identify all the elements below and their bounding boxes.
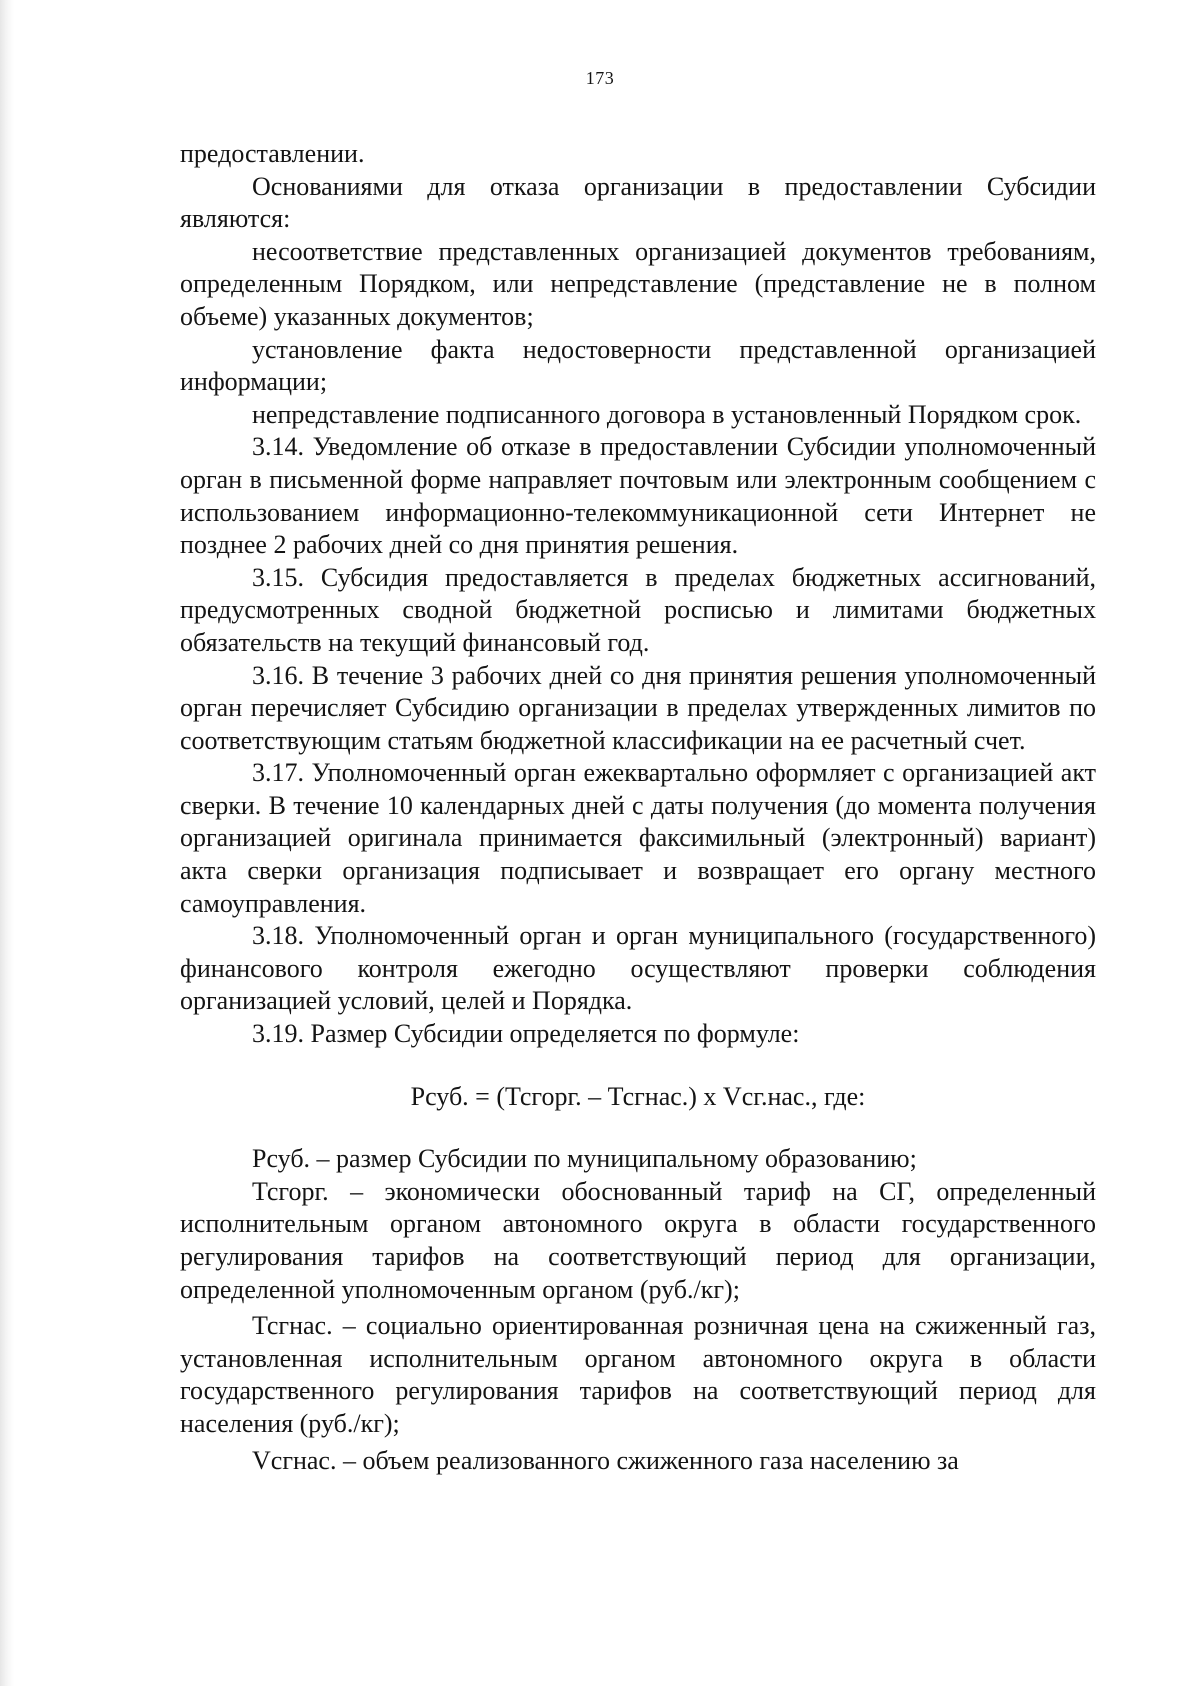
paragraph: несоответствие представленных организацией документов требованиям, определенным Порядком, или непредставление (представление не в полном объеме) указанных документов; [180, 236, 1096, 331]
page-number: 173 [585, 68, 615, 88]
paragraph: Основаниями для отказа организации в предоставлении Субсидии являются: [180, 171, 1096, 234]
clause-3-16: 3.16. В течение 3 рабочих дней со дня принятия решения уполномоченный орган перечисляет Субсидию организации в пределах утвержденных лимитов по соответствующим статьям бюджетной классификации на ее расчетный счет. [180, 660, 1096, 755]
paragraph: установление факта недостоверности представленной организацией информации; [180, 334, 1096, 397]
clause-3-17: 3.17. Уполномоченный орган ежеквартально оформляет с организацией акт сверки. В течение 10 календарных дней с даты получения (до момента получения организацией оригинала принимается факсимильный (электронный) вариант) акта сверки организация подписывает и возвращает его органу местного самоуправления. [180, 758, 1096, 918]
subsidy-formula: Рсуб. = (Тсгорг. – Тсгнас.) х Vсг.нас., где: [410, 1081, 866, 1111]
definition-rsub: Рсуб. – размер Субсидии по муниципальному образованию; [252, 1144, 917, 1174]
clause-3-18: 3.18. Уполномоченный орган и орган муниципального (государственного) финансового контроля ежегодно осуществляют проверки соблюдения организацией условий, целей и Порядка. [180, 921, 1096, 1016]
paragraph: непредставление подписанного договора в установленный Порядком срок. [252, 399, 1082, 429]
clause-3-14: 3.14. Уведомление об отказе в предоставлении Субсидии уполномоченный орган в письменной форме направляет почтовым или электронным сообщением с использованием информационно-телекоммуникационной сети Интернет не позднее 2 рабочих дней со дня принятия решения. [180, 432, 1096, 560]
document-body [180, 138, 1096, 1477]
definition-tsgorg: Тсгорг. – экономически обоснованный тариф на СГ, определенный исполнительным органом автономного округа в области государственного регулирования тарифов на соответствующий период для организации, определенной уполномоченным органом (руб./кг); [180, 1176, 1096, 1304]
clause-3-15: 3.15. Субсидия предоставляется в пределах бюджетных ассигнований, предусмотренных сводной бюджетной росписью и лимитами бюджетных обязательств на текущий финансовый год. [180, 562, 1096, 657]
paragraph: предоставлении. [180, 139, 365, 168]
definition-vsgnas: Vсгнас. – объем реализованного сжиженного газа населению за [252, 1445, 959, 1475]
clause-3-19: 3.19. Размер Субсидии определяется по формуле: [252, 1019, 800, 1049]
scan-edge [0, 0, 14, 1686]
definition-tsgnas: Тсгнас. – социально ориентированная розничная цена на сжиженный газ, установленная исполнительным органом автономного округа в области государственного регулирования тарифов на соответствующий период для населения (руб./кг); [180, 1311, 1096, 1438]
